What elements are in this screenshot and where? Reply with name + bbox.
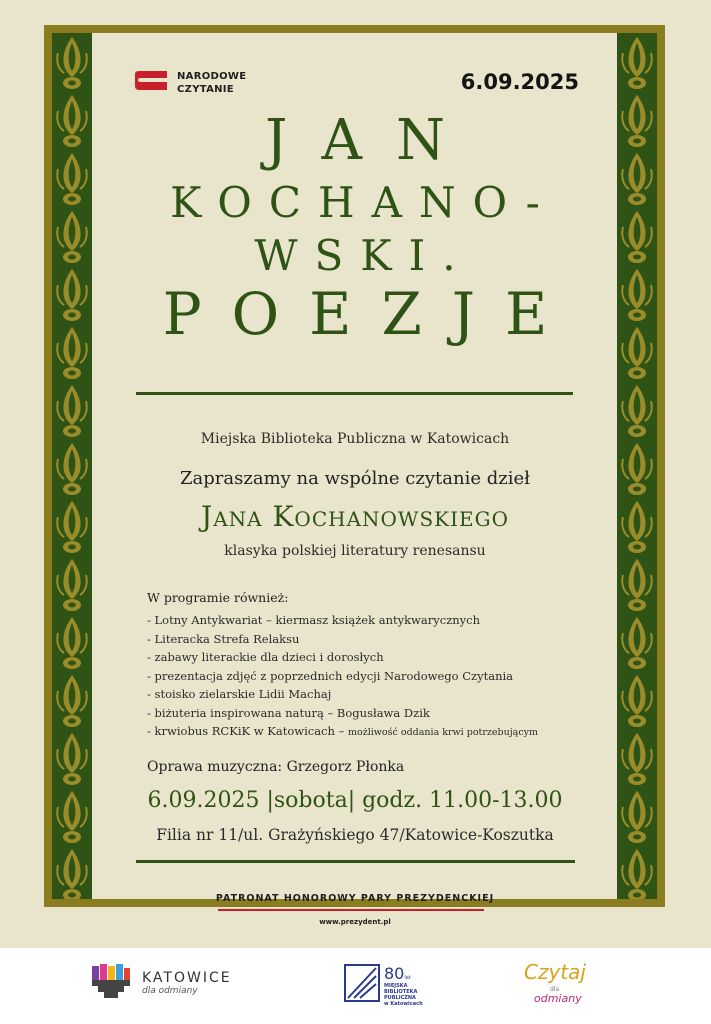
ornamental-border-left: [52, 33, 92, 899]
patronage-url: www.prezydent.pl: [319, 918, 391, 926]
katowice-mark-icon: [90, 962, 132, 1004]
program-item: - Lotny Antykwariat – kiermasz książek antykwarycznych: [147, 613, 481, 627]
title-line-1: JAN: [265, 108, 479, 173]
program-item: - biżuteria inspirowana naturą – Bogusława Dzik: [147, 705, 430, 720]
katowice-logo: [90, 962, 232, 1004]
mbp-anniversary: 80: [384, 964, 405, 983]
program-item: - Literacka Strefa Relaksu: [147, 631, 300, 646]
music-credit: Oprawa muzyczna: Grzegorz Płonka: [147, 759, 405, 775]
divider-bottom: [136, 860, 575, 863]
author-subtitle: klasyka polskiej literatury renesansu: [224, 543, 486, 559]
mbp-line-2: BIBLIOTEKA: [384, 989, 418, 995]
header-date: 6.09.2025: [460, 70, 579, 94]
event-address: Filia nr 11/ul. Grażyńskiego 47/Katowice-Koszutka: [156, 826, 554, 844]
book-icon: [133, 70, 169, 96]
author-name: Jana Kochanowskiego: [201, 500, 509, 533]
event-date-time: 6.09.2025 |sobota| godz. 11.00-13.00: [147, 788, 563, 813]
program-item-note: możliwość oddania krwi potrzebującym: [347, 727, 539, 738]
program-heading: W programie również:: [147, 590, 289, 605]
mbp-line-4: w Katowicach: [384, 1001, 423, 1007]
divider-top: [136, 392, 573, 395]
library-mark-icon: [344, 964, 380, 1002]
narodowe-czytanie-logo: [133, 70, 246, 96]
cd-word: Czytaj: [524, 960, 586, 984]
cd-dla: dla: [550, 986, 560, 993]
mbp-line-1: MIEJSKA: [384, 983, 408, 989]
program-item: - prezentacja zdjęć z poprzednich edycji Narodowego Czytania: [147, 668, 514, 683]
library-name: Miejska Biblioteka Publiczna w Katowicach: [200, 431, 510, 447]
program-list: [147, 611, 538, 743]
ornamental-border-right: [617, 33, 657, 899]
title-line-4: POEZJE: [162, 280, 578, 348]
katowice-name: KATOWICE: [142, 970, 232, 986]
katowice-tagline: dla odmiany: [142, 986, 198, 996]
mbp-lat: lat: [404, 975, 411, 981]
patronage-underline: [218, 909, 484, 911]
program-item: - stoisko zielarskie Lidii Machaj: [147, 687, 332, 701]
invitation-text: Zapraszamy na wspólne czytanie dzieł: [180, 468, 530, 489]
program-item: [147, 722, 538, 743]
czytaj-dla-odmiany-logo: [520, 958, 590, 1014]
title-line-2: KOCHANO-: [170, 178, 557, 227]
program-item: - zabawy literackie dla dzieci i dorosłych: [147, 650, 384, 664]
mbp-line-3: PUBLICZNA: [384, 995, 416, 1001]
logo-line-1: NARODOWE: [177, 71, 247, 82]
patronage-text: PATRONAT HONOROWY PARY PREZYDENCKIEJ: [215, 893, 495, 904]
mbp-logo: [344, 964, 423, 1007]
cd-odmiany: odmiany: [534, 992, 582, 1005]
title-line-3: WSKI.: [254, 231, 473, 280]
program-item-main: - krwiobus RCKiK w Katowicach –: [147, 724, 348, 738]
logo-line-2: CZYTANIE: [177, 84, 234, 95]
